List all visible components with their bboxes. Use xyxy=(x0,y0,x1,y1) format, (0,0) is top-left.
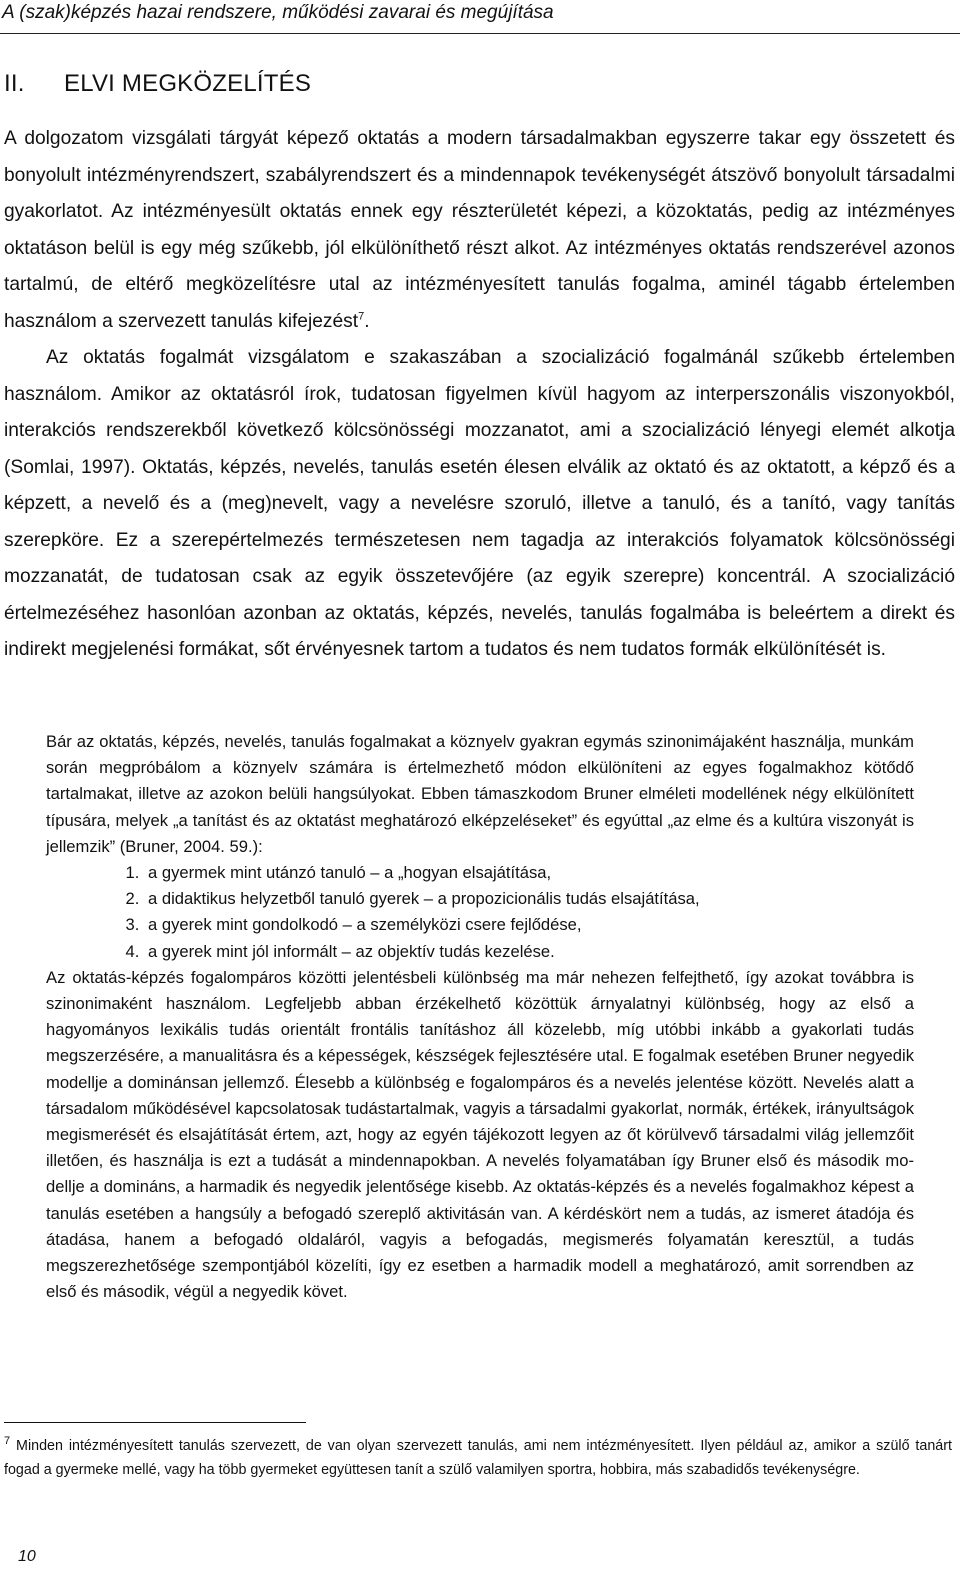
indented-paragraph: Az oktatás-képzés fogalompáros közötti jelentésbeli különbség ma már nehezen felfejthető, így azokat továbbra is szinonimaként használom. Legfeljebb abban érzékelhető közöttük árnyalatnyi különbség, hogy az első a hagyományos lexikális tudás orientált frontális tanításhoz áll közelebb, míg utóbbi inkább a gyakorlati tudás megszerzésére, a manualitásra és a képességek, készségek fejlesztésére utal. E fogalmak esetében Bruner negyedik modellje a dominánsan jellemző. Élesebb a különbség e fogalompáros és a nevelés jelentése között. Nevelés alatt a társadalom működésével kapcsolatosak tudástartalmak, vagyis a társadalmi gyakorlat, normák, értékek, irányultságok megismerését és elsajátítását értem, azt, hogy az egyén tájékozott legyen az őt körülvevő társadalmi világ jellemzőit illetően, és használja is ezt a tudását a mindennapokban. A nevelés folyamatában így Bruner első és második modellje a domináns, a harmadik és negyedik jelentősége kisebb. Az oktatás-képzés és a nevelés fogalmakhoz képest a tanulás esetében a hangsúly a befogadó szereplő aktivitásán van. A kérdéskört nem a tudás, az ismeret átadója és átadása, hanem a befogadó oldaláról, vagyis a befogadás, megismerés folyamatán keresztül, a tudás megszerezhetősége szempontjából közelíti, így ez esetben a harmadik modell a meghatározó, amit sorrendben az első és második, végül a negyedik követ. xyxy=(46,967,914,1302)
footnote-divider xyxy=(4,1422,306,1423)
list-item: 1. a gyermek mint utánzó tanuló – a „hogyan elsajátítása, xyxy=(144,860,914,886)
indented-section xyxy=(46,729,914,1305)
paragraph-1 xyxy=(4,121,955,340)
list-item: 3. a gyerek mint gondolkodó – a személyközi csere fejlődése, xyxy=(144,912,914,938)
running-header: A (szak)képzés hazai rendszere, működési zavarai és megújítása xyxy=(2,2,554,23)
list-item: 2. a didaktikus helyzetből tanuló gyerek – a propozicionális tudás elsajátítása, xyxy=(144,886,914,912)
indented-intro: Bár az oktatás, képzés, nevelés, tanulás fogalmakat a köznyelv gyakran egymás szinonimájaként használja, munkám során megpróbálom a köznyelv számára is értelmezhető módon elkülöníteni az egyes fogalmakhoz kötődő tartalmakat, illetve az azokon belüli hangsúlyokat. Ebben támaszkodom Bruner elméleti modellének négy elkülönített típusára, melyek „a tanítást és az oktatást meghatározó elképzeléseket” és egyúttal „az elme és a kultúra viszonyát is jellemzik” (Bruner, 2004. 59.): xyxy=(46,732,914,856)
section-title: ELVI MEGKÖZELÍTÉS xyxy=(64,70,312,97)
section-number: II. xyxy=(4,70,25,97)
paragraph-1-end: . xyxy=(364,310,370,332)
header-divider xyxy=(0,33,960,34)
footnote xyxy=(4,1435,952,1482)
footnote-number: 7 xyxy=(4,1435,11,1448)
paragraph-1-text: A dolgozatom vizsgálati tárgyát képező oktatás a modern társadalmakban egyszerre takar egy összetett és bonyolult intézményrendszert, szabályrendszert és a mindennapok tevékenységét átszövő bonyolult társadalmi gyakorlatot. Az intézményesült oktatás ennek egy részterületét képezi, a közoktatás, pedig az intézményes oktatáson belül is egy még szűkebb, jól elkülöníthető részt alkot. Az intézményes oktatás rendszerével azonos tartalmú, de eltérő megközelítésre utal az intézményesített tanulás fogalma, aminél tágabb értelemben használom a szervezett tanulás kifejezést xyxy=(4,128,955,332)
bruner-model-list xyxy=(46,860,914,965)
footnote-text: Minden intézményesített tanulás szervezett, de van olyan szervezett tanulás, ami nem intézményesített. Ilyen például az, amikor a szülő tanárt fogad a gyermeke mellé, vagy ha több gyermeket együttesen tanít a szülő valamilyen sportra, hobbira, más szabadidős tevékenységre. xyxy=(4,1438,952,1478)
section-heading xyxy=(4,68,311,100)
main-body xyxy=(4,121,955,669)
page-number: 10 xyxy=(18,1548,36,1565)
paragraph-2: Az oktatás fogalmát vizsgálatom e szakaszában a szocializáció fogalmánál szűkebb értelemben használom. Amikor az oktatásról írok, tudatosan figyelmen kívül hagyom az interperszonális viszonyokból, interakciós rendszerekből következő kölcsönösségi mozzanatot, ami a szocializáció lényegi elemét alkotja (Somlai, 1997). Oktatás, képzés, nevelés, tanulás esetén élesen elválik az oktató és az oktatott, a képző és a képzett, a nevelő és a (meg)nevelt, vagy a nevelésre szoruló, illetve a tanuló, és a tanító, vagy tanítás szerepköre. Ez a szerepértelmezés természetesen nem tagadja az interakciós folyamatok kölcsönösségi mozzanatát, de tudatosan csak az egyik összetevőjére (az egyik szerepre) koncentrál. A szocializáció értelmezéséhez hasonlóan azonban az oktatás, képzés, nevelés, tanulás fogalmába is beleértem a direkt és indirekt megjelenési formákat, sőt érvényesnek tartom a tudatos és nem tudatos formák elkülönítését is. xyxy=(4,347,955,660)
list-item: 4. a gyerek mint jól informált – az objektív tudás kezelése. xyxy=(144,939,914,965)
footnote-reference[interactable]: 7 xyxy=(358,310,365,323)
